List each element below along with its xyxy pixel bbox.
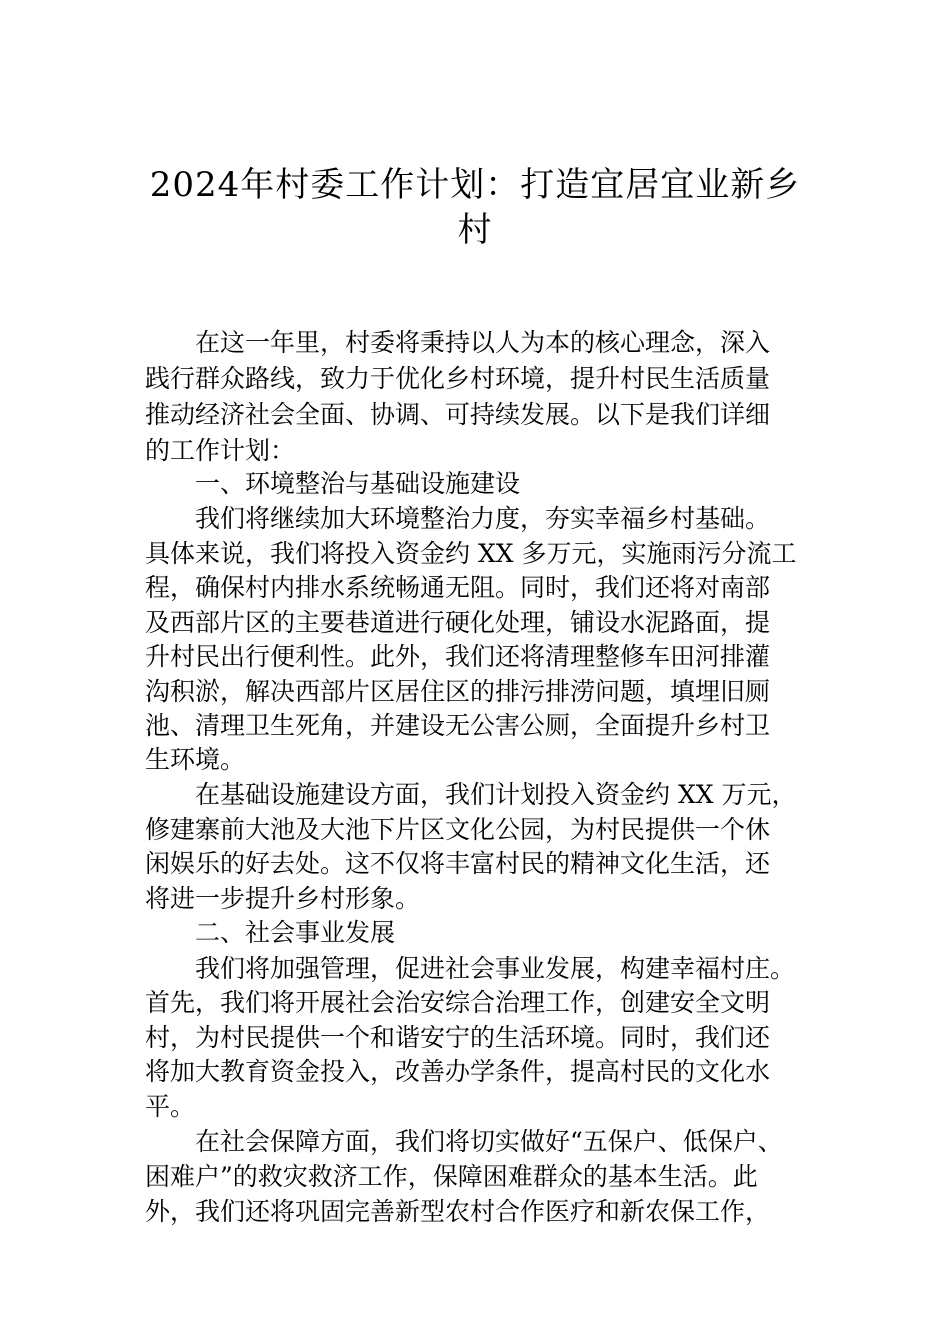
paragraph-line: 程，确保村内排水系统畅通无阻。同时，我们还将对南部 bbox=[145, 573, 771, 602]
paragraph-line: 平。 bbox=[145, 1092, 196, 1121]
paragraph-line: 推动经济社会全面、协调、可持续发展。以下是我们详细 bbox=[145, 400, 771, 429]
section-heading: 二、社会事业发展 bbox=[195, 918, 396, 947]
document-title-line-2: 村 bbox=[457, 210, 493, 250]
section-heading: 一、环境整治与基础设施建设 bbox=[195, 469, 521, 498]
paragraph-line: 在社会保障方面，我们将切实做好“五保户、低保户、 bbox=[195, 1127, 783, 1156]
paragraph-line: 我们将继续加大环境整治力度，夯实幸福乡村基础。 bbox=[195, 504, 771, 533]
paragraph-line: 池、清理卫生死角，并建设无公害公厕，全面提升乡村卫 bbox=[145, 711, 771, 740]
paragraph-line: 将加大教育资金投入，改善办学条件，提高村民的文化水 bbox=[145, 1057, 771, 1086]
paragraph-line: 具体来说，我们将投入资金约 XX 多万元，实施雨污分流工 bbox=[145, 539, 797, 568]
paragraph-line: 首先，我们将开展社会治安综合治理工作，创建安全文明 bbox=[145, 988, 771, 1017]
paragraph-line: 在基础设施建设方面，我们计划投入资金约 XX 万元， bbox=[195, 780, 797, 809]
paragraph-line: 生环境。 bbox=[145, 745, 246, 774]
paragraph-line: 我们将加强管理，促进社会事业发展，构建幸福村庄。 bbox=[195, 954, 796, 983]
paragraph-line: 的工作计划： bbox=[145, 436, 296, 465]
paragraph-line: 在这一年里，村委将秉持以人为本的核心理念，深入 bbox=[195, 328, 771, 357]
paragraph-line: 沟积淤，解决西部片区居住区的排污排涝问题，填埋旧厕 bbox=[145, 677, 771, 706]
paragraph-line: 闲娱乐的好去处。这不仅将丰富村民的精神文化生活，还 bbox=[145, 849, 771, 878]
paragraph-line: 升村民出行便利性。此外，我们还将清理整修车田河排灌 bbox=[145, 642, 771, 671]
paragraph-line: 外，我们还将巩固完善新型农村合作医疗和新农保工作， bbox=[145, 1197, 771, 1226]
paragraph-line: 及西部片区的主要巷道进行硬化处理，铺设水泥路面，提 bbox=[145, 608, 771, 637]
paragraph-line: 将进一步提升乡村形象。 bbox=[145, 884, 421, 913]
document-title-line-1: 2024年村委工作计划：打造宜居宜业新乡 bbox=[149, 165, 801, 205]
paragraph-line: 践行群众路线，致力于优化乡村环境，提升村民生活质量 bbox=[145, 364, 771, 393]
paragraph-line: 修建寨前大池及大池下片区文化公园，为村民提供一个休 bbox=[145, 815, 771, 844]
paragraph-line: 困难户”的救灾救济工作，保障困难群众的基本生活。此 bbox=[145, 1162, 758, 1191]
paragraph-line: 村，为村民提供一个和谐安宁的生活环境。同时，我们还 bbox=[145, 1023, 771, 1052]
